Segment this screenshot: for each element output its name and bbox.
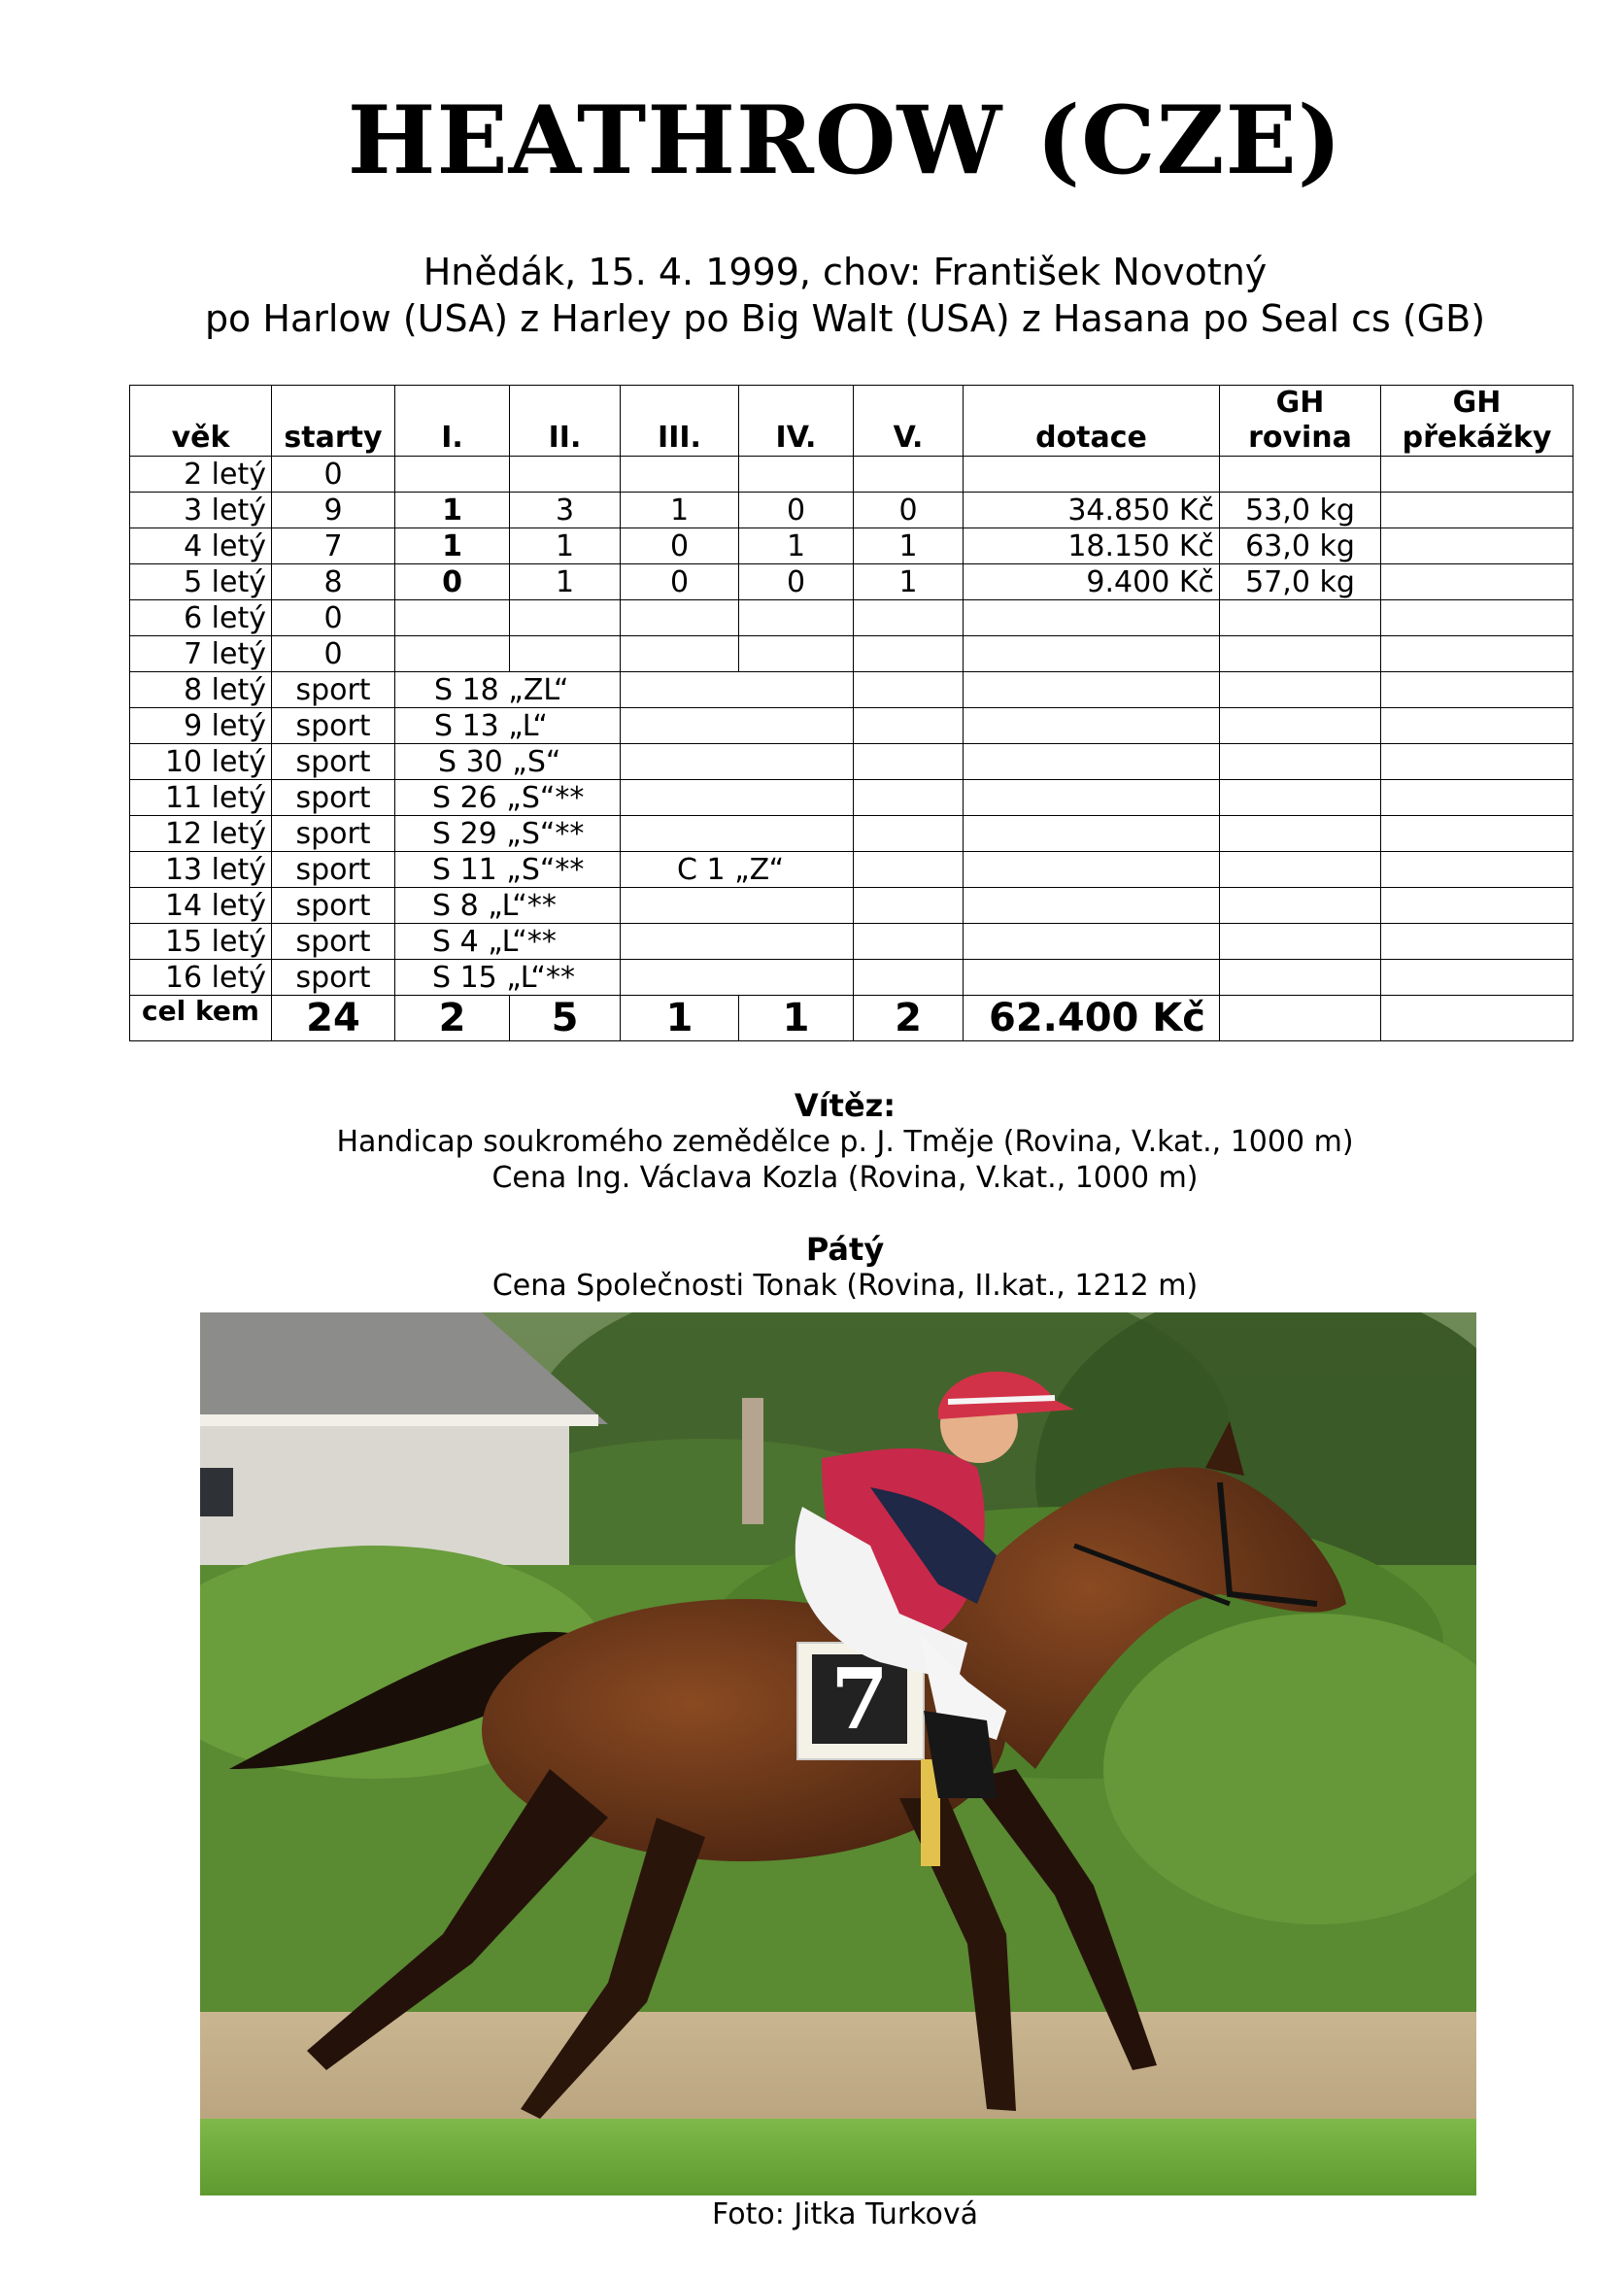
cell-first [395,600,510,636]
cell-fourth: 0 [739,493,854,528]
sport-row [130,816,1573,852]
total-fifth: 2 [854,996,964,1041]
cell-starts: 9 [272,493,395,528]
cell-fourth: 0 [739,564,854,600]
fifth-place-race: Cena Společnosti Tonak (Rovina, II.kat., 1212 m) [491,1269,1199,1303]
total-label: cel kem [130,996,272,1041]
race-statistics-table [129,385,1573,1041]
horse-details: Hnědák, 15. 4. 1999, chov: František Novotný [423,251,1268,293]
race-photo [200,1312,1476,2195]
cell-starts: sport [272,888,395,924]
header-starts: starty [272,386,395,457]
table-row [130,564,1573,600]
cell-fifth [854,636,964,672]
total-second: 5 [510,996,621,1041]
sport-row [130,672,1573,708]
cell-age: 16 letý [130,960,272,996]
total-row [130,996,1573,1041]
cell-starts: sport [272,852,395,888]
cell-fourth [739,636,854,672]
fifth-place-heading: Pátý [805,1231,885,1268]
cell-age: 9 letý [130,708,272,744]
saddle-number: 7 [830,1650,889,1749]
header-gh-flat [1220,386,1381,457]
winner-heading: Vítěz: [794,1087,897,1124]
cell-sport-extra [621,960,854,996]
cell-third: 1 [621,493,739,528]
cell-starts: sport [272,744,395,780]
cell-prize: 18.150 Kč [964,528,1220,564]
winner-race: Cena Ing. Václava Kozla (Rovina, V.kat., 1000 m) [491,1161,1199,1195]
cell-gh-jump [1381,528,1573,564]
cell-gh-jump [1381,493,1573,528]
cell-sport-result: S 26 „S“** [395,780,621,816]
cell-age: 5 letý [130,564,272,600]
cell-prize [964,457,1220,493]
cell-age: 4 letý [130,528,272,564]
cell-prize: 9.400 Kč [964,564,1220,600]
cell-sport-result: S 4 „L“** [395,924,621,960]
table-row [130,493,1573,528]
cell-second [510,636,621,672]
cell-prize: 34.850 Kč [964,493,1220,528]
cell-first: 0 [395,564,510,600]
cell-starts: sport [272,960,395,996]
header-fifth: V. [854,386,964,457]
cell-second: 1 [510,528,621,564]
cell-gh-flat [1220,636,1381,672]
header-gh-jump-line1: GH [1452,386,1502,420]
cell-fifth: 0 [854,493,964,528]
cell-third [621,600,739,636]
cell-first [395,636,510,672]
cell-sport-result: S 30 „S“ [395,744,621,780]
sport-row [130,780,1573,816]
cell-age: 11 letý [130,780,272,816]
cell-gh-flat [1220,457,1381,493]
sport-row [130,744,1573,780]
sport-row [130,888,1573,924]
fifth-place-section [0,1232,1624,1304]
cell-sport-result: S 8 „L“** [395,888,621,924]
cell-sport-result: S 29 „S“** [395,816,621,852]
cell-fourth [739,457,854,493]
cell-age: 13 letý [130,852,272,888]
cell-second: 3 [510,493,621,528]
cell-age: 15 letý [130,924,272,960]
cell-sport-result: S 15 „L“** [395,960,621,996]
cell-age: 7 letý [130,636,272,672]
cell-fourth [739,600,854,636]
cell-starts: 8 [272,564,395,600]
table-row [130,600,1573,636]
header-first: I. [395,386,510,457]
table-row [130,457,1573,493]
cell-gh-jump [1381,564,1573,600]
header-gh-flat-line1: GH [1275,386,1325,420]
header-gh-jump-line2: překážky [1402,421,1552,455]
header-prize: dotace [964,386,1220,457]
header-fourth: IV. [739,386,854,457]
cell-first: 1 [395,528,510,564]
photo-caption: Foto: Jitka Turková [712,2197,978,2231]
cell-gh-flat [1220,600,1381,636]
cell-age: 8 letý [130,672,272,708]
cell-sport-extra: C 1 „Z“ [621,852,854,888]
cell-sport-extra [621,816,854,852]
winner-race: Handicap soukromého zemědělce p. J. Tměje (Rovina, V.kat., 1000 m) [336,1125,1354,1159]
table-row [130,528,1573,564]
cell-third [621,457,739,493]
cell-starts: sport [272,672,395,708]
cell-age: 3 letý [130,493,272,528]
table-header-row [130,386,1573,457]
cell-fourth: 1 [739,528,854,564]
cell-prize [964,636,1220,672]
cell-sport-result: S 18 „ZL“ [395,672,621,708]
cell-fifth [854,457,964,493]
header-gh-jump [1381,386,1573,457]
cell-sport-extra [621,708,854,744]
cell-gh-jump [1381,636,1573,672]
cell-sport-extra [621,744,854,780]
cell-first [395,457,510,493]
cell-prize [964,600,1220,636]
cell-third [621,636,739,672]
header-second: II. [510,386,621,457]
cell-second [510,457,621,493]
cell-gh-flat: 63,0 kg [1220,528,1381,564]
cell-second: 1 [510,564,621,600]
cell-gh-jump [1381,600,1573,636]
cell-fifth [854,600,964,636]
sport-row [130,924,1573,960]
cell-third: 0 [621,564,739,600]
cell-starts: sport [272,780,395,816]
sport-row [130,852,1573,888]
cell-age: 12 letý [130,816,272,852]
cell-sport-extra [621,924,854,960]
table-row [130,636,1573,672]
cell-sport-result: S 13 „L“ [395,708,621,744]
cell-age: 2 letý [130,457,272,493]
header-age: věk [130,386,272,457]
cell-starts: sport [272,816,395,852]
cell-starts: 0 [272,457,395,493]
cell-sport-extra [621,672,854,708]
cell-age: 14 letý [130,888,272,924]
cell-first: 1 [395,493,510,528]
cell-starts: 0 [272,600,395,636]
horse-name-title: HEATHROW (CZE) [347,85,1343,195]
cell-gh-flat: 57,0 kg [1220,564,1381,600]
cell-sport-extra [621,780,854,816]
cell-gh-flat: 53,0 kg [1220,493,1381,528]
total-fourth: 1 [739,996,854,1041]
total-third: 1 [621,996,739,1041]
total-first: 2 [395,996,510,1041]
racehorse-with-jockey-photo [200,1312,1476,2195]
cell-gh-jump [1381,457,1573,493]
header-third: III. [621,386,739,457]
horse-pedigree: po Harlow (USA) z Harley po Big Walt (USA) z Hasana po Seal cs (GB) [204,297,1486,340]
cell-fifth: 1 [854,564,964,600]
cell-sport-extra [621,888,854,924]
cell-third: 0 [621,528,739,564]
winner-section [0,1088,1624,1196]
sport-row [130,960,1573,996]
cell-starts: sport [272,924,395,960]
total-prize: 62.400 Kč [964,996,1220,1041]
cell-fifth: 1 [854,528,964,564]
cell-starts: 0 [272,636,395,672]
cell-age: 6 letý [130,600,272,636]
cell-starts: sport [272,708,395,744]
cell-second [510,600,621,636]
total-starts: 24 [272,996,395,1041]
cell-age: 10 letý [130,744,272,780]
sport-row [130,708,1573,744]
header-gh-flat-line2: rovina [1248,421,1352,455]
cell-sport-result: S 11 „S“** [395,852,621,888]
cell-starts: 7 [272,528,395,564]
